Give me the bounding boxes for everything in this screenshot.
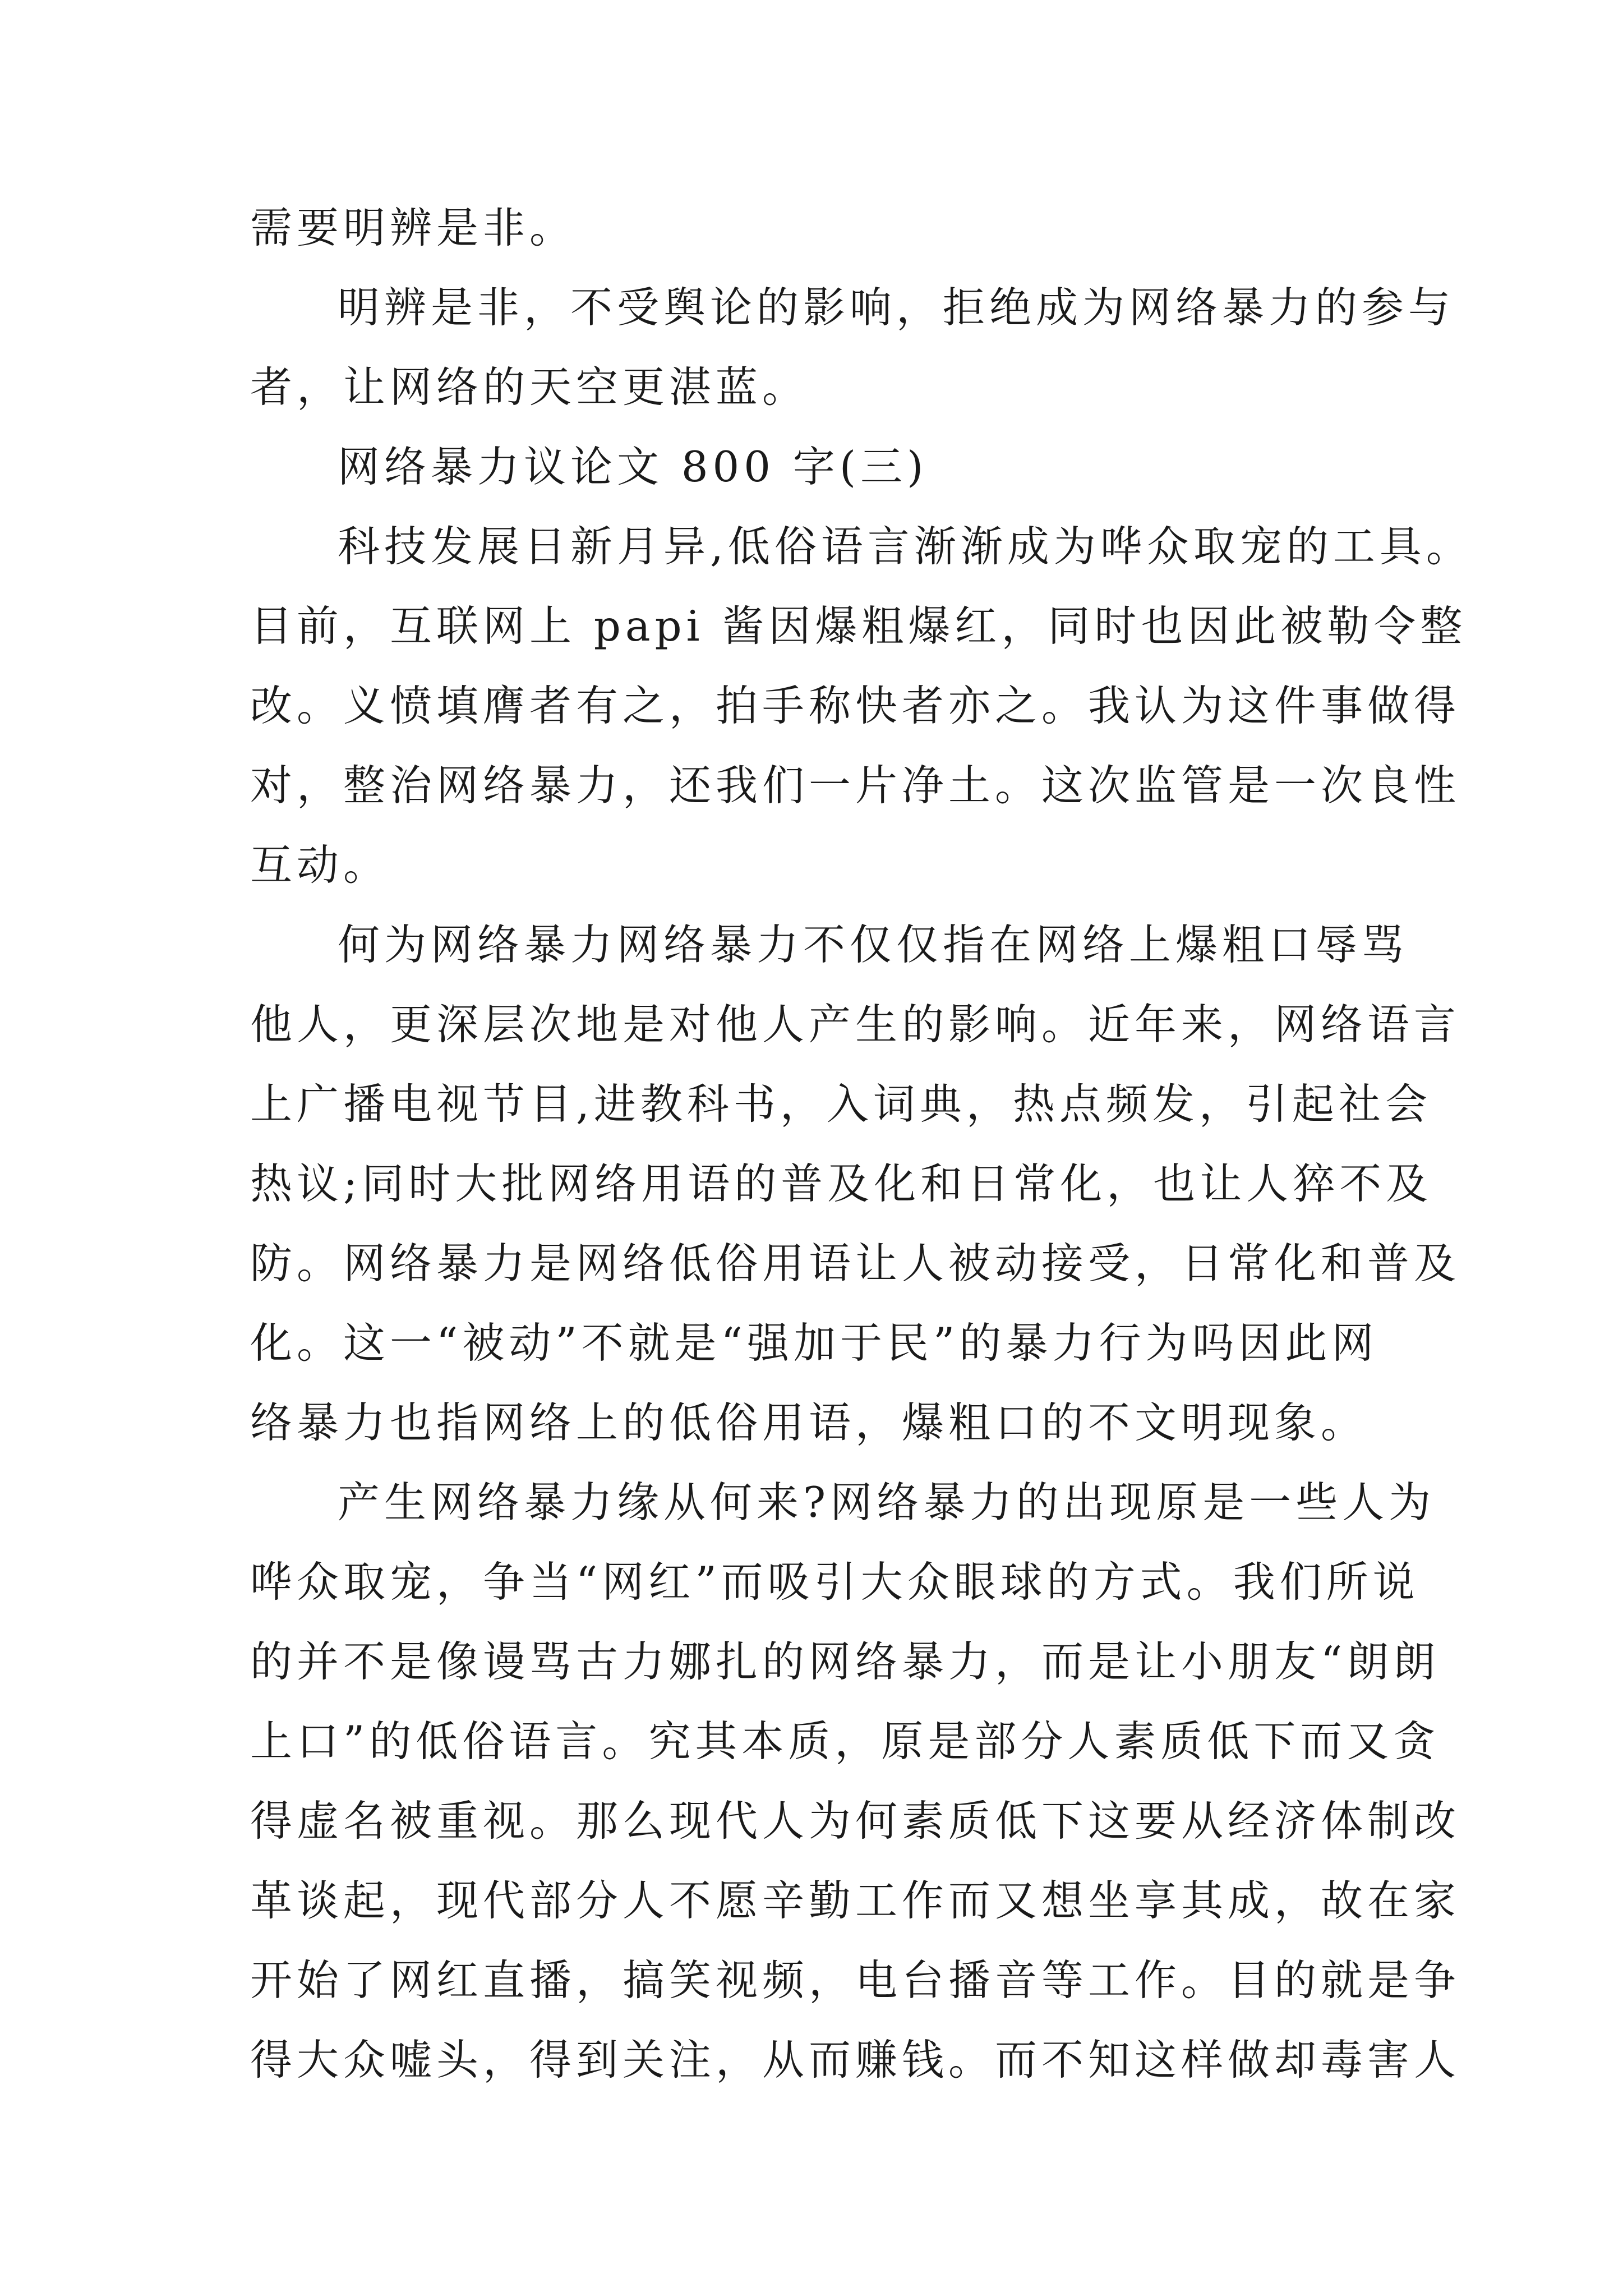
text-line: 明辨是非，不受舆论的影响，拒绝成为网络暴力的参与 <box>338 283 1455 332</box>
text-line: 得虚名被重视。那么现代人为何素质低下这要从经济体制改 <box>250 1796 1461 1846</box>
text-line: 互动。 <box>250 840 390 890</box>
text-line: 何为网络暴力网络暴力不仅仅指在网络上爆粗口辱骂 <box>338 920 1409 969</box>
text-line: 上口”的低俗语言。究其本质，原是部分人素质低下而又贪 <box>250 1717 1440 1766</box>
text-line: 得大众嘘头，得到关注，从而赚钱。而不知这样做却毒害人 <box>250 2035 1461 2085</box>
text-line: 产生网络暴力缘从何来?网络暴力的出现原是一些人为 <box>338 1478 1436 1527</box>
text-line: 热议;同时大批网络用语的普及化和日常化，也让人猝不及 <box>250 1159 1433 1208</box>
text-line: 革谈起，现代部分人不愿辛勤工作而又想坐享其成，故在家 <box>250 1876 1461 1925</box>
text-line: 科技发展日新月异,低俗语言渐渐成为哗众取宠的工具。 <box>338 522 1473 571</box>
document-body <box>250 188 1473 2100</box>
text-line: 目前，互联网上 papi 酱因爆粗爆红，同时也因此被勒令整 <box>250 601 1467 651</box>
text-line: 他人，更深层次地是对他人产生的影响。近年来，网络语言 <box>250 1000 1461 1049</box>
section-heading: 网络暴力议论文 800 字(三) <box>338 442 928 491</box>
text-line: 对，整治网络暴力，还我们一片净土。这次监管是一次良性 <box>250 761 1461 810</box>
text-line: 的并不是像谩骂古力娜扎的网络暴力，而是让小朋友“朗朗 <box>250 1637 1440 1686</box>
text-line: 哗众取宠，争当“网红”而吸引大众眼球的方式。我们所说 <box>250 1557 1419 1607</box>
text-line: 络暴力也指网络上的低俗用语，爆粗口的不文明现象。 <box>250 1398 1368 1447</box>
text-line: 化。这一“被动”不就是“强加于民”的暴力行为吗因此网 <box>250 1318 1378 1368</box>
text-line: 改。义愤填膺者有之，拍手称快者亦之。我认为这件事做得 <box>250 681 1461 730</box>
text-line: 防。网络暴力是网络低俗用语让人被动接受，日常化和普及 <box>250 1239 1461 1288</box>
text-line: 上广播电视节目,进教科书，入词典，热点频发，引起社会 <box>250 1079 1432 1129</box>
text-line: 者，让网络的天空更湛蓝。 <box>250 362 809 412</box>
text-line: 开始了网红直播，搞笑视频，电台播音等工作。目的就是争 <box>250 1955 1461 2005</box>
text-line: 需要明辨是非。 <box>250 203 577 252</box>
